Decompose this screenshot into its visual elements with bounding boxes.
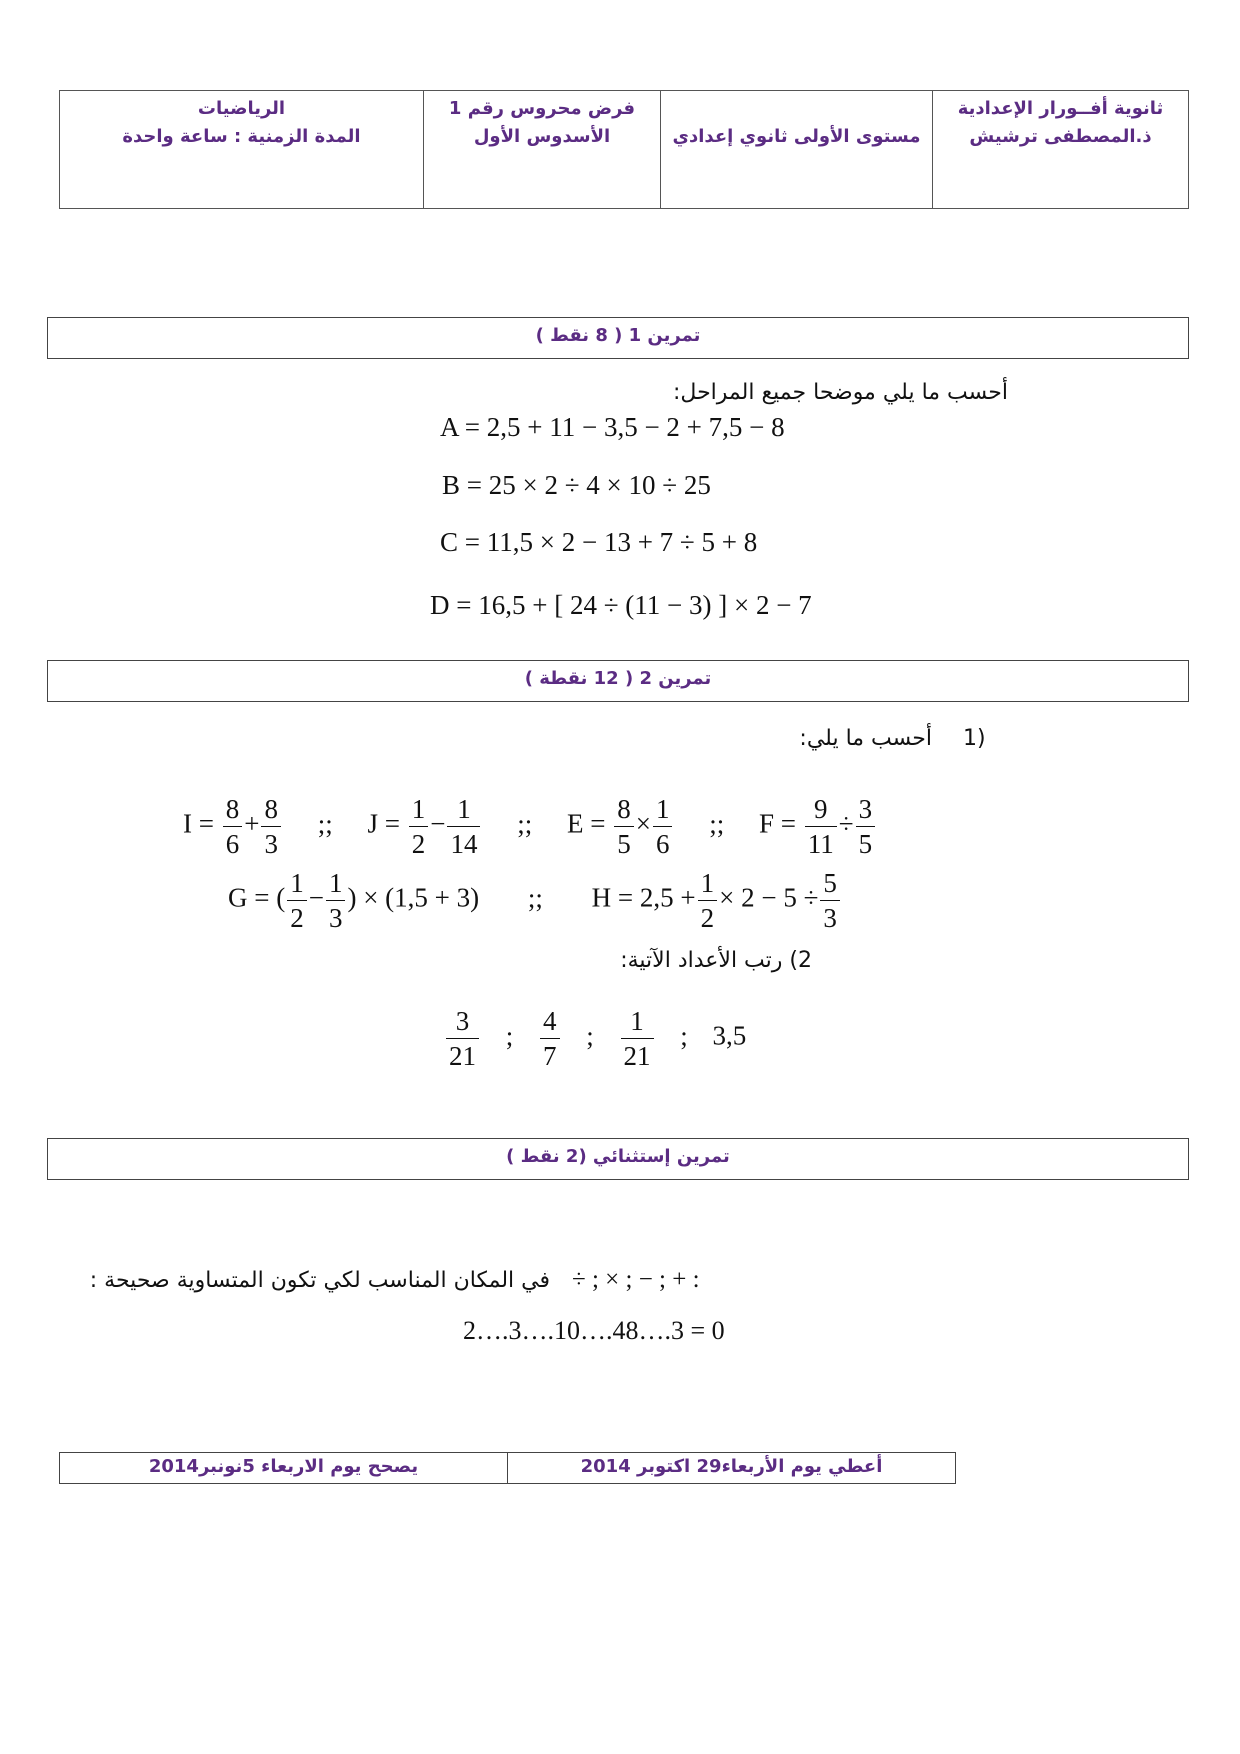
exercise2-title: تمرين 2 ( 12 نقطة ) bbox=[524, 668, 712, 689]
q1-number: 1) bbox=[963, 726, 986, 751]
I-frac-b: $\frac{8}{3}$ bbox=[261, 792, 281, 861]
exercise3-title: تمرين إستثنائي (2 نقط ) bbox=[506, 1146, 730, 1167]
teacher-name: ذ.المصطفى ترشيش bbox=[969, 126, 1152, 147]
school-name: ثانوية أفــورار الإعدادية bbox=[957, 98, 1164, 119]
row-GH: G = ( $\frac{1}{2}$ − $\frac{1}{3}$ ) × (1,5 + 3) ;; H = 2,5 + $\frac{1}{2}$ × 2 − 5 ÷ $\frac{5}{3}$ bbox=[228, 866, 842, 935]
semester: الأسدوس الأول bbox=[473, 126, 611, 147]
sep-3: ;; bbox=[709, 808, 725, 839]
F-frac-b: $\frac{3}{5}$ bbox=[856, 792, 876, 861]
subject-cell bbox=[60, 91, 423, 208]
expr-C: C = 11,5 × 2 − 13 + 7 ÷ 5 + 8 bbox=[440, 527, 758, 557]
exam-title: فرض محروس رقم 1 bbox=[448, 98, 636, 119]
G-frac-b: $\frac{1}{3}$ bbox=[326, 866, 346, 935]
sep-2: ;; bbox=[517, 808, 533, 839]
expr-D: D = 16,5 + [ 24 ÷ (11 − 3) ] × 2 − 7 bbox=[430, 590, 812, 620]
J-frac-a: $\frac{1}{2}$ bbox=[409, 792, 429, 861]
level: مستوى الأولى ثانوي إعدادي bbox=[672, 126, 921, 147]
I-frac-a: $\frac{8}{6}$ bbox=[223, 792, 243, 861]
order-frac-3: $\frac{1}{21}$ bbox=[621, 1004, 654, 1073]
level-cell bbox=[660, 91, 932, 208]
exercise1-title: تمرين 1 ( 8 نقط ) bbox=[535, 325, 701, 346]
school-cell bbox=[932, 91, 1188, 208]
exercise1-title-box bbox=[47, 317, 1189, 359]
date-corrected: يصحح يوم الاربعاء 5نونبر2014 bbox=[148, 1456, 419, 1477]
expr-B: B = 25 × 2 ÷ 4 × 10 ÷ 25 bbox=[442, 470, 711, 500]
order-frac-1: $\frac{3}{21}$ bbox=[446, 1004, 479, 1073]
exercise3-title-box bbox=[47, 1138, 1189, 1180]
row-order: $\frac{3}{21}$ ; $\frac{4}{7}$ ; $\frac{1}{21}$ ; 3,5 bbox=[444, 1004, 746, 1073]
I-label: I bbox=[183, 808, 192, 839]
order-frac-2: $\frac{4}{7}$ bbox=[540, 1004, 560, 1073]
E-frac-a: $\frac{8}{5}$ bbox=[614, 792, 634, 861]
sep-4: ;; bbox=[527, 882, 543, 913]
q2-text: 2) رتب الأعداد الآتية: bbox=[620, 948, 812, 973]
exercise3-symbols: ÷ ; × ; − ; + : bbox=[572, 1266, 700, 1293]
subject: الرياضيات bbox=[197, 98, 286, 119]
J-frac-b: $\frac{1}{14}$ bbox=[447, 792, 480, 861]
order-decimal: 3,5 bbox=[712, 1020, 747, 1051]
exercise3-equation: 2….3….10….48….3 = 0 bbox=[463, 1316, 725, 1345]
footer-table bbox=[59, 1452, 956, 1484]
row-IJEF: I = $\frac{8}{6}$ + $\frac{8}{3}$ ;; J = $\frac{1}{2}$ − $\frac{1}{14}$ ;; E = $\frac{8}{5}$ × $\frac{1}{6}$ ;; F = $\frac{9}{11}$ ÷ $\frac{3}{5}$ bbox=[183, 792, 877, 861]
G-frac-a: $\frac{1}{2}$ bbox=[287, 866, 307, 935]
exam-cell bbox=[423, 91, 660, 208]
H-frac-b: $\frac{5}{3}$ bbox=[820, 866, 840, 935]
exercise2-title-box bbox=[47, 660, 1189, 702]
F-frac-a: $\frac{9}{11}$ bbox=[805, 792, 837, 861]
q1-text: أحسب ما يلي: bbox=[799, 726, 932, 751]
date-given: أعطي يوم الأربعاء29 اكتوبر 2014 bbox=[507, 1453, 955, 1483]
sep-1: ;; bbox=[317, 808, 333, 839]
duration: المدة الزمنية : ساعة واحدة bbox=[122, 126, 361, 147]
H-frac-a: $\frac{1}{2}$ bbox=[698, 866, 718, 935]
J-label: J bbox=[367, 808, 378, 839]
E-frac-b: $\frac{1}{6}$ bbox=[653, 792, 673, 861]
header-table bbox=[59, 90, 1189, 209]
E-label: E bbox=[566, 808, 584, 839]
exercise3-instruction: في المكان المناسب لكي تكون المتساوية صحيحة : bbox=[89, 1268, 550, 1293]
exercise1-instruction: أحسب ما يلي موضحا جميع المراحل: bbox=[673, 380, 1008, 405]
expr-A: A = 2,5 + 11 − 3,5 − 2 + 7,5 − 8 bbox=[440, 412, 785, 442]
F-label: F bbox=[758, 808, 774, 839]
